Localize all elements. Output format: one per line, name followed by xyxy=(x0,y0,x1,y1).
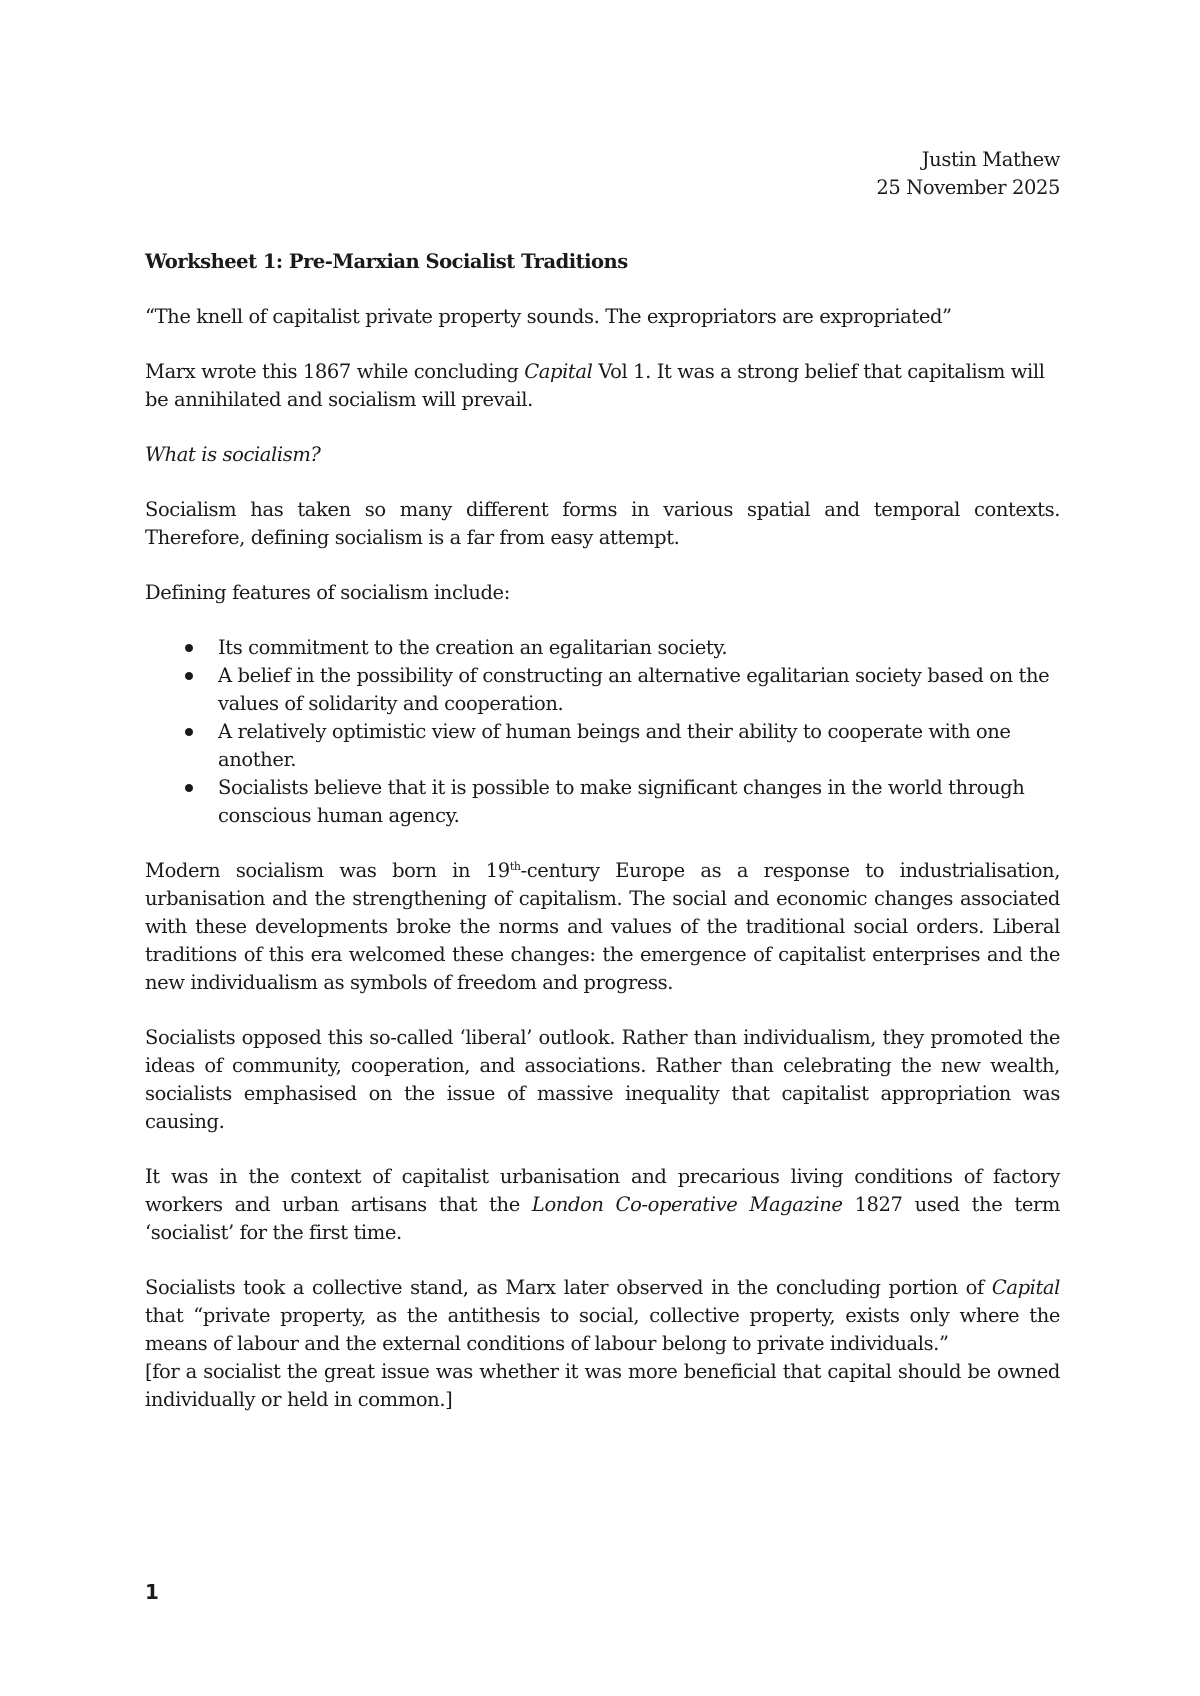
bullet-icon xyxy=(185,644,193,652)
list-item xyxy=(145,662,1060,718)
features-list xyxy=(145,634,1060,830)
paragraph-forms: Socialism has taken so many different forms in various spatial and temporal contexts. Therefore, defining socialism is a far from easy attempt. xyxy=(145,498,1060,549)
opening-quote: “The knell of capitalist private property sounds. The expropriators are expropriated” xyxy=(145,305,952,328)
text-segment: It was in the context of capitalist urbanisation and precarious living conditions of factory workers and urban artisans that the xyxy=(145,1165,1060,1216)
paragraph-bracket-note: [for a socialist the great issue was whether it was more beneficial that capital should be owned individually or held in common.] xyxy=(145,1360,1060,1411)
page-number: 1 xyxy=(145,1580,159,1604)
features-intro: Defining features of socialism include: xyxy=(145,581,510,604)
book-title-capital: Capital xyxy=(524,360,593,383)
ordinal-superscript: th xyxy=(509,860,521,873)
section-question: What is socialism? xyxy=(145,443,321,466)
text-segment: that “private property, as the antithesis to social, collective property, exists only where the means of labour and the external conditions of labour belong to private individuals.” xyxy=(145,1304,1060,1355)
text-segment: -century Europe as a response to industrialisation, urbanisation and the strengthening of capitalism. The social and economic changes associated with these developments broke the norms and values of the traditional social orders. Liberal traditions of this era welcomed these changes: the emergence of capitalist enterprises and the new individualism as symbols of freedom and progress. xyxy=(145,859,1060,994)
worksheet-title: Worksheet 1: Pre-Marxian Socialist Traditions xyxy=(145,250,628,273)
list-item xyxy=(145,634,1060,662)
text-segment: Vol 1. It was a strong belief that capitalism will be annihilated and socialism will prevail. xyxy=(145,360,1045,411)
text-segment: Socialists took a collective stand, as Marx later observed in the concluding portion of xyxy=(145,1276,992,1299)
author-name: Justin Mathew xyxy=(921,148,1060,171)
paragraph-collective xyxy=(145,1274,1060,1358)
paragraph-opposed: Socialists opposed this so-called ‘liberal’ outlook. Rather than individualism, they promoted the ideas of community, cooperation, and associations. Rather than celebrating the new wealth, socialists emphasised on the issue of massive inequality that capitalist appropriation was causing. xyxy=(145,1026,1060,1133)
list-item-text: A relatively optimistic view of human beings and their ability to cooperate with one another. xyxy=(218,720,1011,771)
text-segment: Marx wrote this 1867 while concluding xyxy=(145,360,525,383)
list-item-text: A belief in the possibility of constructing an alternative egalitarian society based on the values of solidarity and cooperation. xyxy=(218,664,1050,715)
author-block xyxy=(145,146,1060,202)
document-date: 25 November 2025 xyxy=(876,176,1060,199)
list-item xyxy=(145,774,1060,830)
book-title-capital: Capital xyxy=(991,1276,1060,1299)
bullet-icon xyxy=(185,784,193,792)
text-segment: Modern socialism was born in 19 xyxy=(145,859,510,882)
list-item-text: Its commitment to the creation an egalitarian society. xyxy=(218,636,728,659)
paragraph-context xyxy=(145,1163,1060,1247)
list-item xyxy=(145,718,1060,774)
bullet-icon xyxy=(185,672,193,680)
bullet-icon xyxy=(185,728,193,736)
list-item-text: Socialists believe that it is possible to make significant changes in the world through conscious human agency. xyxy=(218,776,1025,827)
magazine-title: London Co-operative Magazine xyxy=(531,1193,843,1216)
document-body xyxy=(145,146,1060,1414)
text-segment: 1827 used the term ‘socialist’ for the first time. xyxy=(145,1193,1060,1244)
paragraph-modern-socialism xyxy=(145,857,1060,997)
paragraph-marx xyxy=(145,358,1060,414)
